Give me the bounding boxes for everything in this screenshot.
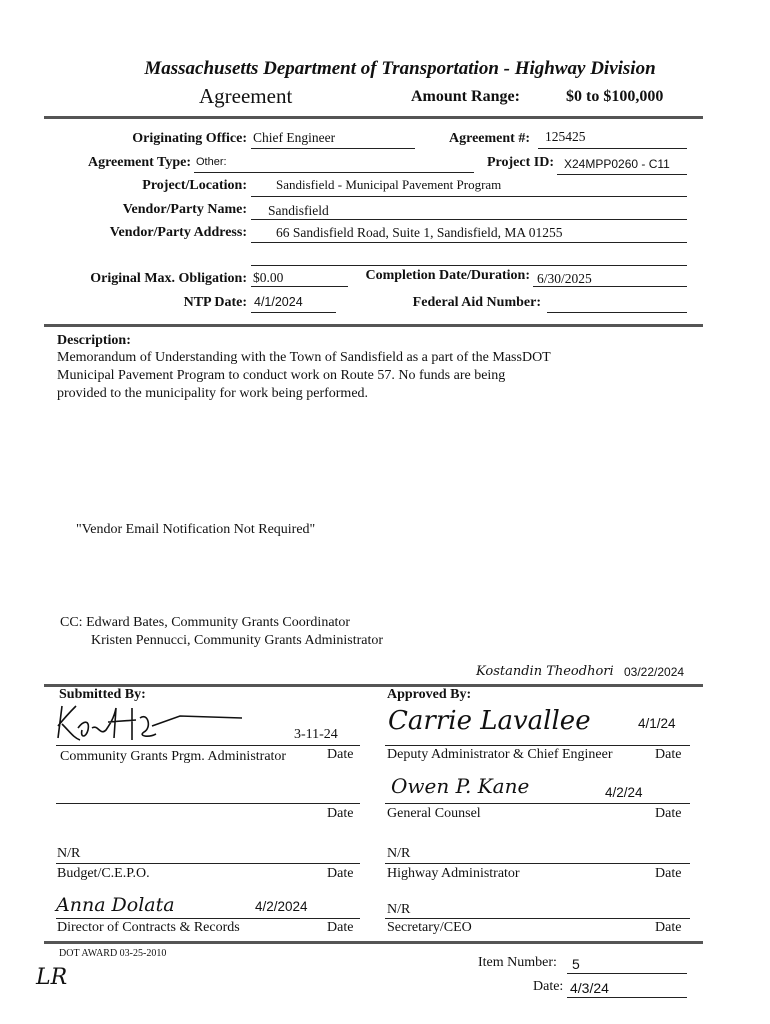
secretary-title: Secretary/CEO (387, 920, 472, 935)
project-location-value: Sandisfield - Municipal Pavement Program (276, 177, 502, 192)
contracts-date-label: Date (327, 920, 354, 935)
submitted-by-label: Submitted By: (59, 687, 146, 702)
project-id-value: X24MPP0260 - C11 (564, 157, 670, 171)
description-line-1: Memorandum of Understanding with the Town of Sandisfield as a part of the MassDOT (57, 350, 551, 365)
blank-signature-line (56, 803, 360, 804)
item-number-line (567, 973, 687, 974)
vendor-name-label: Vendor/Party Name: (122, 202, 247, 217)
max-obligation-value: $0.00 (253, 270, 284, 285)
general-counsel-date: 4/2/24 (605, 785, 643, 800)
grants-admin-signature (52, 698, 252, 748)
header-rule (44, 116, 703, 119)
project-location-line (251, 196, 687, 197)
completion-date-line (533, 286, 687, 287)
contracts-date: 4/2/2024 (255, 899, 308, 914)
grants-admin-title: Community Grants Prgm. Administrator (60, 749, 287, 764)
amount-range-label: Amount Range: (411, 88, 520, 105)
blank-signature-date-label: Date (327, 806, 354, 821)
highway-admin-date-label: Date (655, 866, 682, 881)
vendor-name-line (251, 219, 687, 220)
originating-office-line (251, 148, 415, 149)
review-date: 03/22/2024 (624, 665, 685, 679)
max-obligation-label: Original Max. Obligation: (90, 271, 247, 286)
project-id-label: Project ID: (487, 155, 554, 170)
agreement-type-line (194, 172, 474, 173)
form-title: Agreement (199, 84, 293, 108)
footer-date-value: 4/3/24 (570, 980, 609, 996)
item-number-label: Item Number: (478, 955, 557, 970)
vendor-address-line-2 (251, 265, 687, 266)
highway-admin-value: N/R (387, 846, 411, 861)
budget-date-label: Date (327, 866, 354, 881)
contracts-signature: Anna Dolata (56, 894, 175, 916)
department-title: Massachusetts Department of Transportation - Highway Division (144, 58, 656, 79)
general-counsel-title: General Counsel (387, 806, 481, 821)
grants-admin-date-label: Date (327, 747, 354, 762)
max-obligation-line (251, 286, 348, 287)
vendor-address-label: Vendor/Party Address: (109, 225, 247, 240)
general-counsel-line (385, 803, 690, 804)
grants-admin-line (56, 745, 360, 746)
description-line-2: Municipal Pavement Program to conduct work on Route 57. No funds are being (57, 368, 506, 383)
description-line-3: provided to the municipality for work being performed. (57, 386, 369, 401)
vendor-address-value: 66 Sandisfield Road, Suite 1, Sandisfield, MA 01255 (276, 225, 563, 240)
deputy-date-label: Date (655, 747, 682, 762)
project-location-label: Project/Location: (142, 178, 247, 193)
federal-aid-line (547, 312, 687, 313)
initials: LR (36, 965, 68, 990)
vendor-address-line (251, 242, 687, 243)
ntp-date-line (251, 312, 336, 313)
budget-title: Budget/C.E.P.O. (57, 866, 150, 881)
deputy-date: 4/1/24 (638, 716, 676, 731)
ntp-date-label: NTP Date: (183, 295, 247, 310)
general-counsel-date-label: Date (655, 806, 682, 821)
agreement-number-value: 125425 (545, 129, 586, 144)
secretary-value: N/R (387, 902, 411, 917)
highway-admin-title: Highway Administrator (387, 866, 520, 881)
secretary-line (385, 918, 690, 919)
highway-admin-line (385, 863, 690, 864)
agreement-number-label: Agreement #: (449, 131, 530, 146)
footer-rule (44, 941, 703, 944)
footer-date-label: Date: (533, 979, 564, 994)
cc-line-1: CC: Edward Bates, Community Grants Coordinator (60, 615, 351, 630)
completion-date-value: 6/30/2025 (537, 271, 592, 286)
budget-value: N/R (57, 846, 81, 861)
agreement-number-line (538, 148, 687, 149)
fields-rule (44, 324, 703, 327)
general-counsel-signature: Owen P. Kane (391, 774, 530, 798)
vendor-email-note: "Vendor Email Notification Not Required" (76, 522, 316, 537)
form-code: DOT AWARD 03-25-2010 (59, 948, 167, 959)
ntp-date-value: 4/1/2024 (254, 295, 303, 309)
federal-aid-label: Federal Aid Number: (412, 295, 541, 310)
grants-admin-date: 3-11-24 (294, 727, 338, 742)
originating-office-label: Originating Office: (132, 131, 247, 146)
footer-date-line (567, 997, 687, 998)
amount-range-value: $0 to $100,000 (566, 88, 664, 105)
deputy-line (385, 745, 690, 746)
secretary-date-label: Date (655, 920, 682, 935)
vendor-name-value: Sandisfield (268, 203, 329, 218)
reviewer-name: Kostandin Theodhori (476, 664, 614, 679)
deputy-signature: Carrie Lavallee (388, 706, 591, 736)
approved-by-label: Approved By: (387, 687, 472, 702)
project-id-line (557, 174, 687, 175)
completion-date-label: Completion Date/Duration: (365, 268, 530, 283)
originating-office-value: Chief Engineer (253, 130, 336, 145)
agreement-type-label: Agreement Type: (87, 155, 191, 170)
item-number-value: 5 (572, 956, 580, 972)
cc-line-2: Kristen Pennucci, Community Grants Administrator (91, 633, 384, 648)
agreement-type-value: Other: (196, 156, 227, 168)
contracts-title: Director of Contracts & Records (57, 920, 240, 935)
budget-line (56, 863, 360, 864)
description-label: Description: (57, 333, 131, 348)
deputy-title: Deputy Administrator & Chief Engineer (387, 747, 613, 762)
contracts-line (56, 918, 360, 919)
